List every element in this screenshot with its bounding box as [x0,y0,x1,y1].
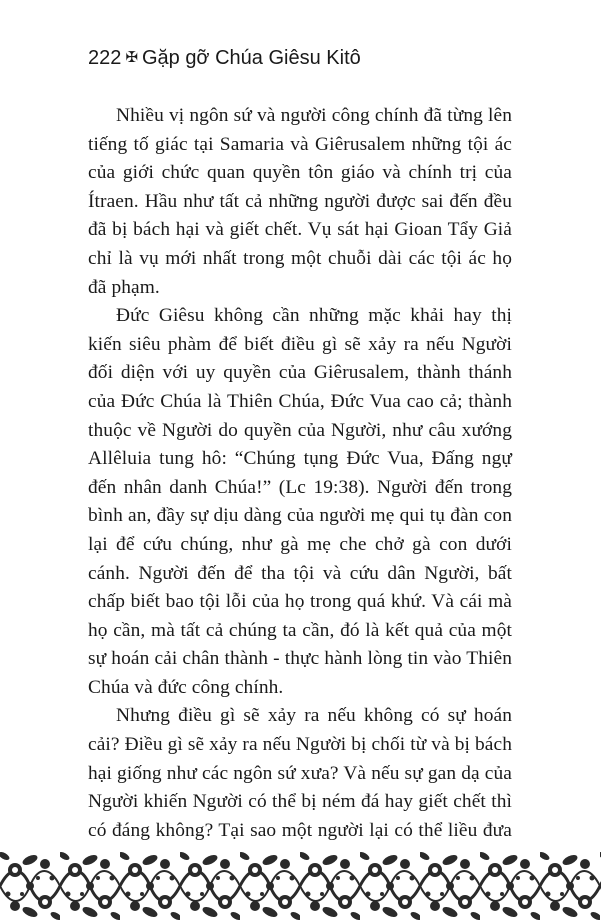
cross-icon: ✠ [125,49,138,66]
book-title: Gặp gỡ Chúa Giêsu Kitô [141,47,361,69]
paragraph-3: Nhưng điều gì sẽ xảy ra nếu không có sự hoán cải? Điều gì sẽ xảy ra nếu Người bị chối từ và bị bách hại giống như các ngôn sứ xưa? Và nếu sự gan dạ của Người khiến Người có thể bị ném đá hay giết chết thì có đáng không? Tại sao một người lại có thể liều đưa [88,705,512,841]
floral-border-icon [0,848,601,923]
page-number: 222 [88,47,122,69]
paragraph-2: Đức Giêsu không cần những mặc khải hay thị kiến siêu phàm để biết điều gì sẽ xảy ra nếu Người đối diện với uy quyền của Giêrusalem, thành thánh của Đức Chúa là Thiên Chúa, Đức Vua cao cả; thành thuộc về Người do quyền của Người, như câu xướng Allêluia tung hô: “Chúng tụng Đức Vua, Đấng ngự đến nhân danh Chúa!” (Lc 19:38). Người đến trong bình an, đầy sự dịu dàng của người mẹ qui tụ đàn con lại để cứu chúng, như gà mẹ che chở gà con dưới cánh. Người đến để tha tội và cứu dân Người, bất chấp biết bao tội lỗi của họ trong quá khứ. Và cái mà họ cần, mà tất cả chúng ta cần, đó là kết quả của một sự hoán cải chân thành - thực hành lòng tin vào Thiên Chúa và đức công chính. [88,305,512,698]
body-text [88,102,512,874]
paragraph-1: Nhiều vị ngôn sứ và người công chính đã từng lên tiếng tố giác tại Samaria và Giêrusalem những tội ác của giới chức quan quyền tôn giáo và chính trị của Ítraen. Hầu như tất cả những người được sai đến đều đã bị bách hại và giết chết. Vụ sát hại Gioan Tẩy Giả chỉ là vụ mới nhất trong một chuỗi dài các tội ác họ đã phạm. [88,105,512,298]
running-header [88,46,361,70]
